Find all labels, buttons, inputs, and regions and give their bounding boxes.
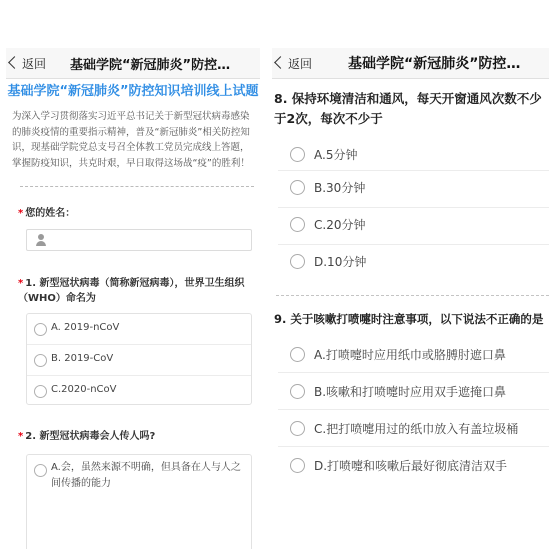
option-8d-text: D.10分钟 [314,255,367,269]
option-8d[interactable] [278,247,549,275]
option-separator [278,207,549,208]
option-2a[interactable] [27,455,251,495]
question-9: 9. 关于咳嗽打喷嚏时注意事项，以下说法不正确的是 [274,312,544,326]
option-9c[interactable] [278,414,549,442]
radio-button[interactable] [34,323,47,336]
option-9b[interactable] [278,377,549,405]
option-9d[interactable] [278,451,549,479]
option-8c-text: C.20分钟 [314,218,366,232]
name-label [18,206,75,221]
option-8a-text: A.5分钟 [314,148,358,162]
option-separator [278,372,549,373]
radio-button[interactable] [34,464,47,477]
survey-intro: 为深入学习贯彻落实习近平总书记关于新型冠状病毒感染的肺炎疫情的重要指示精神，普及“新冠肺炎”相关防控知识，现基础学院党总支号召全体教工党员完成线上答题，掌握防疫知识，共克时艰，早日取得这场战“疫”的胜利！ [12,111,250,169]
radio-button[interactable] [290,180,305,195]
option-1a-text: A. 2019-nCoV [51,322,120,333]
user-icon [35,234,47,246]
name-input[interactable] [26,229,252,251]
back-button[interactable] [10,55,46,72]
nav-title: 基础学院“新冠肺炎”防控… [348,56,521,72]
radio-button[interactable] [290,384,305,399]
radio-button[interactable] [290,421,305,436]
question-1-options [26,313,252,405]
option-1c-text: C.2020-nCoV [51,384,117,395]
question-2 [18,429,250,444]
option-9b-text: B.咳嗽和打喷嚏时应用双手遮掩口鼻 [314,385,507,399]
option-9d-text: D.打喷嚏和咳嗽后最好彻底清洁双手 [314,459,508,473]
survey-title: 基础学院“新冠肺炎”防控知识培训线上试题 [7,84,259,98]
radio-button[interactable] [290,254,305,269]
radio-button[interactable] [290,458,305,473]
required-mark: * [18,431,24,442]
question-2-text: 2. 新型冠状病毒会人传人吗? [25,431,156,442]
left-screenshot [6,0,260,549]
radio-button[interactable] [34,385,47,398]
option-2a-text: A.会，虽然来源不明确，但具备在人与人之间传播的能力 [51,462,241,489]
divider [276,295,549,296]
nav-bar [6,48,260,79]
option-separator [278,446,549,447]
right-screenshot [272,0,549,549]
divider [20,186,254,187]
option-separator [278,244,549,245]
radio-button[interactable] [290,347,305,362]
question-8: 8. 保持环境清洁和通风，每天开窗通风次数不少于2次，每次不少于 [274,91,542,126]
radio-button[interactable] [290,217,305,232]
option-1a[interactable] [27,314,251,344]
chevron-left-icon [274,56,287,69]
option-8b-text: B.30分钟 [314,181,366,195]
name-label-text: 您的姓名： [25,208,76,219]
question-1 [18,276,250,306]
back-button[interactable] [276,55,312,72]
question-2-options [26,454,252,549]
option-8b[interactable] [278,173,549,201]
radio-button[interactable] [34,354,47,367]
back-label: 返回 [288,57,313,71]
option-1b-text: B. 2019-CoV [51,353,114,364]
option-1c[interactable] [27,376,251,406]
option-9a-text: A.打喷嚏时应用纸巾或胳膊肘遮口鼻 [314,348,506,362]
nav-title: 基础学院“新冠肺炎”防控… [70,58,231,73]
nav-bar [272,48,549,79]
back-label: 返回 [22,57,47,71]
radio-button[interactable] [290,147,305,162]
required-mark: * [18,278,24,289]
chevron-left-icon [8,56,21,69]
option-1b[interactable] [27,345,251,375]
question-1-text: 1. 新型冠状病毒（简称新冠病毒），世界卫生组织（WHO）命名为 [18,278,245,304]
option-8c[interactable] [278,210,549,238]
option-9c-text: C.把打喷嚏用过的纸巾放入有盖垃圾桶 [314,422,519,436]
option-8a[interactable] [278,140,549,168]
option-9a[interactable] [278,340,549,368]
option-separator [278,409,549,410]
option-separator [278,170,549,171]
required-mark: * [18,208,24,219]
